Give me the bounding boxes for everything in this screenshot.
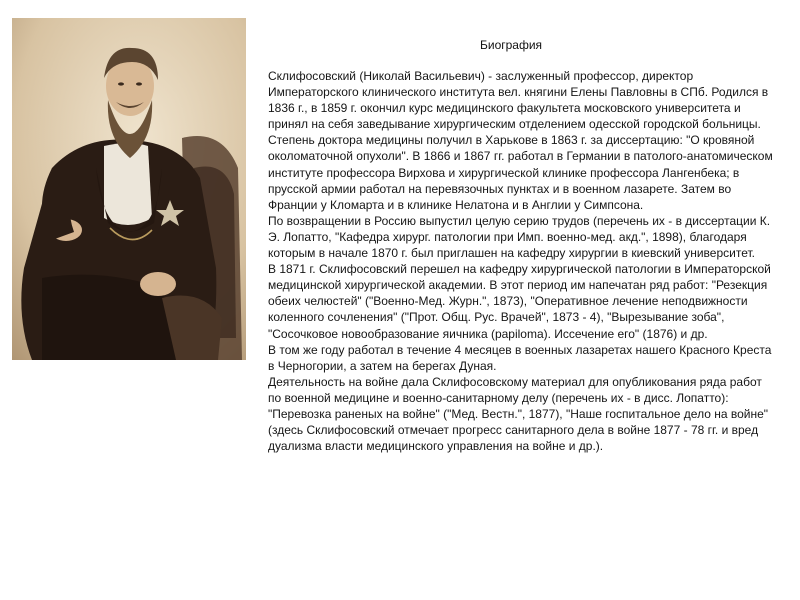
biography-paragraph: В том же году работал в течение 4 месяцев в военных лазаретах нашего Красного Креста в Черногории, а затем на берегах Дуная. [268, 342, 772, 373]
biography-paragraph: По возвращении в Россию выпустил целую серию трудов (перечень их - в диссертации К. Э. Лопатто, "Кафедра хирург. патологии при Имп. военно-мед. акд.", 1898), благодаря которым в начале 1870 г. был приглашен на кафедру хирургии в киевский университет. [268, 213, 771, 261]
biography-paragraph: Степень доктора медицины получил в Харькове в 1863 г. за диссертацию: "О кровяной околоматочной опухоли". В 1866 и 1867 гг. работал в Германии в патолого-анатомическом институте профессора Вирхова и хирургической клинике профессора Лангенбека; в прусской армии работал на перевязочных пунктах и в военном лазарете. Затем во Франции у Кломарта и в клинике Нелатона и в Англии у Симпсона. [268, 133, 773, 212]
biography-text [268, 68, 778, 454]
portrait-photo [12, 18, 246, 360]
portrait-illustration [12, 18, 246, 360]
biography-paragraph: Деятельность на войне дала Склифосовскому материал для опубликования ряда работ по военной медицине и военно-санитарному делу (перечень их - в дисс. Лопатто): "Перевозка раненых на войне" ("Мед. Вестн.", 1877), "Наше госпитальное дело на войне" (здесь Склифосовский отмечает прогресс санитарного дела в войне 1877 - 78 гг. и вред дуализма власти медицинского управления на войне и др.). [268, 374, 769, 454]
biography-paragraph: В 1871 г. Склифосовский перешел на кафедру хирургической патологии в Императорской медицинской хирургической академии. В этот период им напечатан ряд работ: "Резекция обеих челюстей" ("Военно-Мед. Журн.", 1873), "Оперативное лечение неподвижности коленного сочленения" ("Прот. Общ. Рус. Врачей", 1873 - 4), "Вырезывание зоба", "Сосочковое новообразование яичника (papiloma). Иссечение его" (1876) и др. [268, 262, 771, 341]
biography-heading: Биография [480, 38, 543, 52]
biography-paragraph: Склифосовский (Николай Васильевич) - заслуженный профессор, директор Императорского клинического института вел. княгини Елены Павловны в СПб. Родился в 1836 г., в 1859 г. окончил курс медицинского факультета московского университета и принял на себя заведывание хирургическим отделением одесской городской больницы. [268, 69, 769, 132]
